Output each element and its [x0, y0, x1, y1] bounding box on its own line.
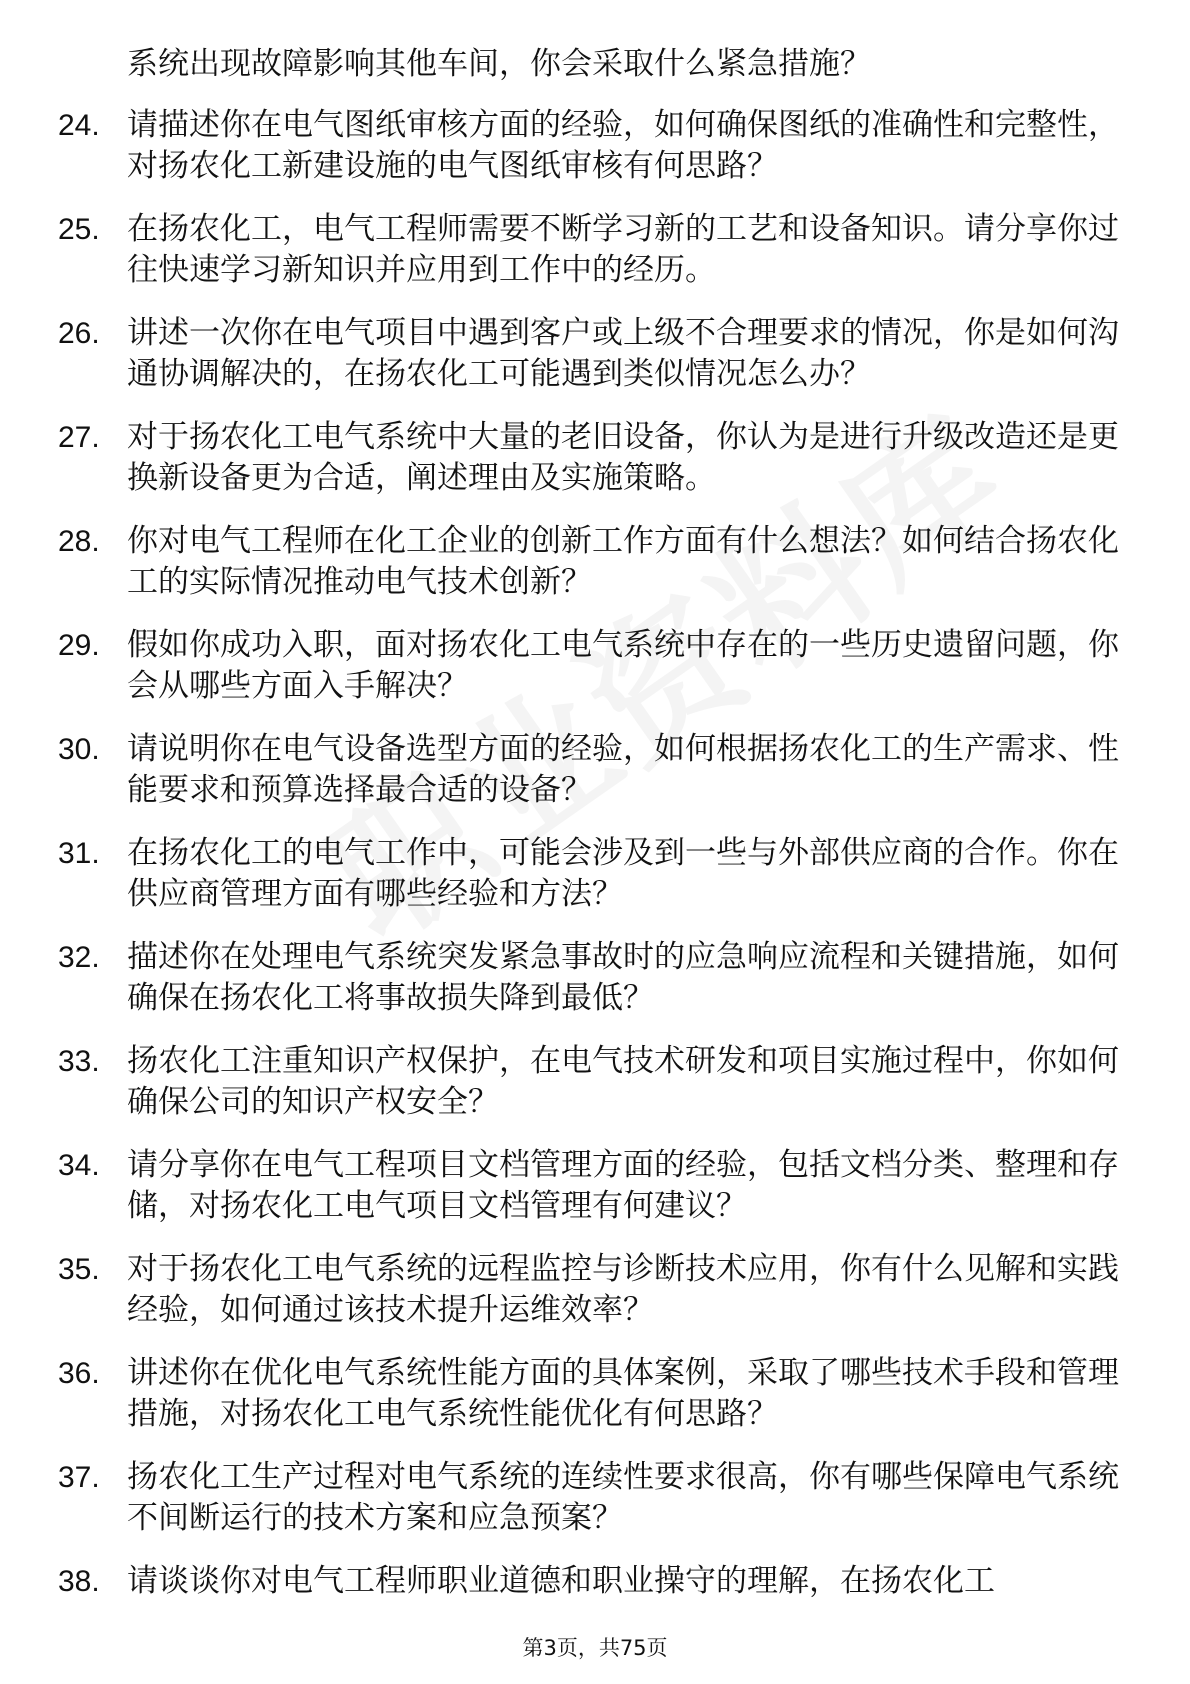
question-number: 37.: [58, 1461, 100, 1494]
question-number: 26.: [58, 317, 100, 350]
question-number: 38.: [58, 1565, 100, 1598]
question-text: 请说明你在电气设备选型方面的经验，如何根据扬农化工的生产需求、性能要求和预算选择最合适的设备？: [127, 731, 1119, 808]
question-item: [58, 1561, 1130, 1602]
question-text: 你对电气工程师在化工企业的创新工作方面有什么想法？如何结合扬农化工的实际情况推动电气技术创新？: [127, 523, 1119, 600]
question-item: [58, 313, 1130, 395]
question-text: 讲述一次你在电气项目中遇到客户或上级不合理要求的情况，你是如何沟通协调解决的，在扬农化工可能遇到类似情况怎么办？: [127, 315, 1119, 392]
question-text: 扬农化工注重知识产权保护，在电气技术研发和项目实施过程中，你如何确保公司的知识产权安全？: [127, 1043, 1119, 1120]
question-item: [58, 937, 1130, 1019]
question-number: 28.: [58, 525, 100, 558]
question-number: 30.: [58, 733, 100, 766]
question-item: [58, 209, 1130, 291]
question-item: [58, 1353, 1130, 1435]
questions-container: [0, 105, 1190, 1602]
question-item: [58, 521, 1130, 603]
question-number: 33.: [58, 1045, 100, 1078]
question-text: 描述你在处理电气系统突发紧急事故时的应急响应流程和关键措施，如何确保在扬农化工将事故损失降到最低？: [127, 939, 1119, 1016]
question-text: 假如你成功入职，面对扬农化工电气系统中存在的一些历史遗留问题，你会从哪些方面入手解决？: [127, 627, 1119, 704]
question-text: 请描述你在电气图纸审核方面的经验，如何确保图纸的准确性和完整性，对扬农化工新建设施的电气图纸审核有何思路？: [127, 107, 1119, 184]
question-item: [58, 105, 1130, 187]
question-text: 在扬农化工，电气工程师需要不断学习新的工艺和设备知识。请分享你过往快速学习新知识并应用到工作中的经历。: [127, 211, 1119, 288]
question-number: 36.: [58, 1357, 100, 1390]
question-text: 在扬农化工的电气工作中，可能会涉及到一些与外部供应商的合作。你在供应商管理方面有哪些经验和方法？: [127, 835, 1119, 912]
question-item: [58, 625, 1130, 707]
question-number: 32.: [58, 941, 100, 974]
question-text: 请谈谈你对电气工程师职业道德和职业操守的理解，在扬农化工: [127, 1563, 995, 1599]
question-item: [58, 417, 1130, 499]
continued-question-text: 系统出现故障影响其他车间，你会采取什么紧急措施？: [127, 46, 871, 82]
question-number: 24.: [58, 109, 100, 142]
question-item: [58, 833, 1130, 915]
question-item: [58, 1145, 1130, 1227]
page-footer: 第3页，共75页: [522, 1636, 668, 1660]
question-list: [0, 44, 1190, 1624]
question-number: 31.: [58, 837, 100, 870]
question-text: 讲述你在优化电气系统性能方面的具体案例，采取了哪些技术手段和管理措施，对扬农化工电气系统性能优化有何思路？: [127, 1355, 1119, 1432]
question-text: 请分享你在电气工程项目文档管理方面的经验，包括文档分类、整理和存储，对扬农化工电气项目文档管理有何建议？: [127, 1147, 1119, 1224]
question-number: 34.: [58, 1149, 100, 1182]
question-number: 29.: [58, 629, 100, 662]
question-number: 25.: [58, 213, 100, 246]
question-text: 对于扬农化工电气系统的远程监控与诊断技术应用，你有什么见解和实践经验，如何通过该技术提升运维效率？: [127, 1251, 1119, 1328]
question-text: 扬农化工生产过程对电气系统的连续性要求很高，你有哪些保障电气系统不间断运行的技术方案和应急预案？: [127, 1459, 1119, 1536]
question-item: [58, 729, 1130, 811]
question-number: 27.: [58, 421, 100, 454]
question-item: [58, 1457, 1130, 1539]
question-text: 对于扬农化工电气系统中大量的老旧设备，你认为是进行升级改造还是更换新设备更为合适，阐述理由及实施策略。: [127, 419, 1119, 496]
question-item: [58, 1249, 1130, 1331]
question-number: 35.: [58, 1253, 100, 1286]
question-item: [58, 1041, 1130, 1123]
